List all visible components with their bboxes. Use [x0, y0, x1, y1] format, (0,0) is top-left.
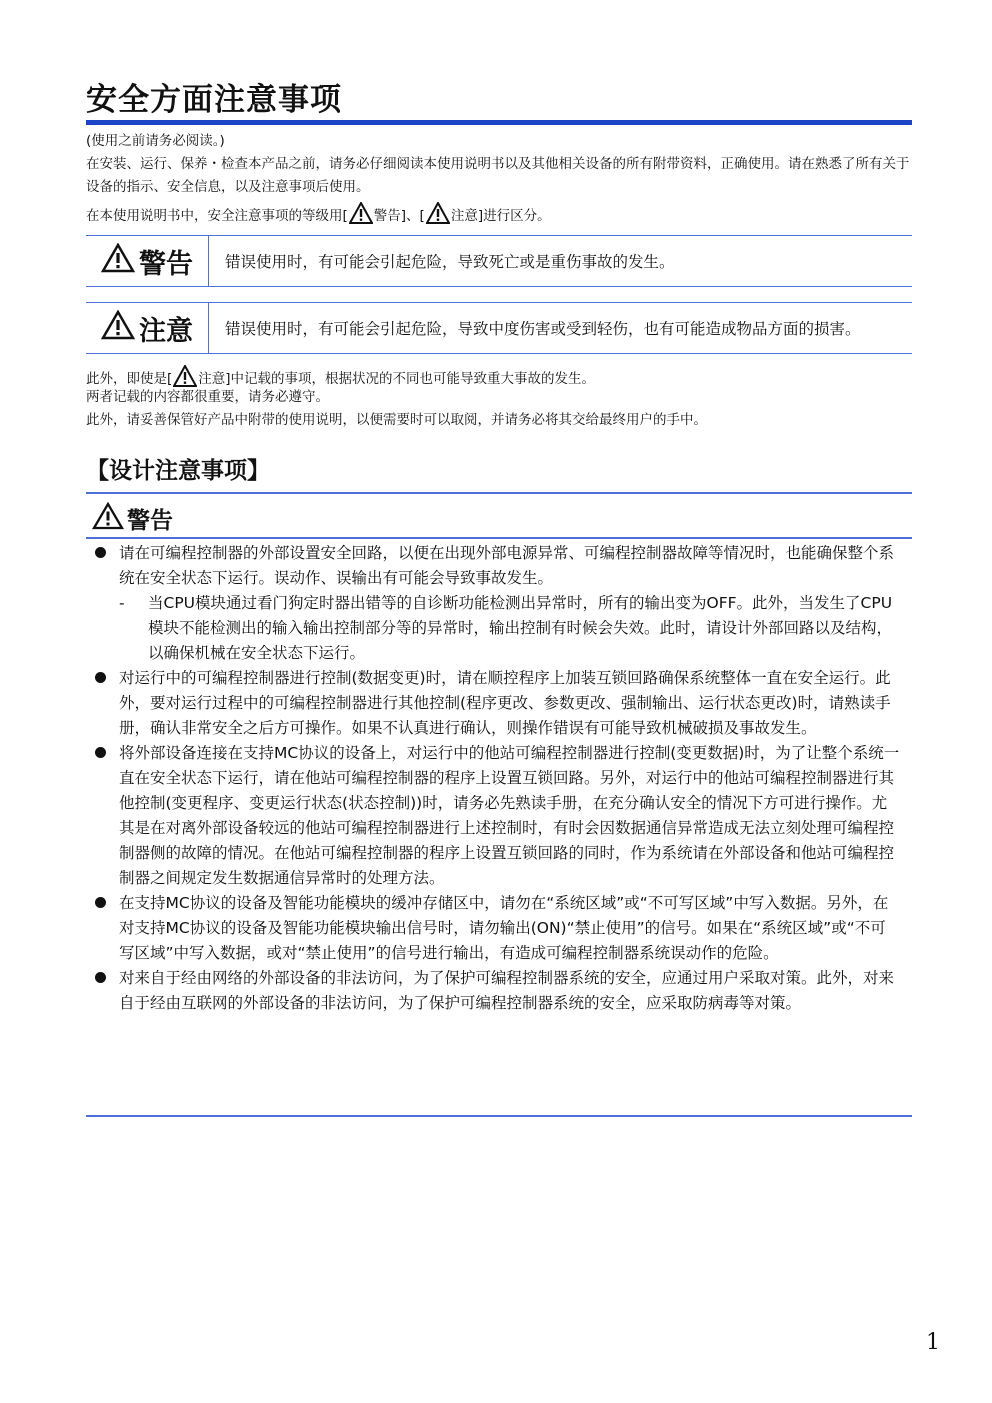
intro-line-3-warn: 警告]、[ — [373, 208, 425, 224]
list-item-text: 对来自于经由网络的外部设备的非法访问，为了保护可编程控制器系统的安全，应通过用户采取对策。此外，对来自于经由互联网的外部设备的非法访问，为了保护可编程控制器系统的安全，应采取防病毒等对策。 — [119, 969, 895, 1012]
bullet-icon — [95, 897, 106, 908]
design-warning-heading — [92, 502, 173, 539]
warning-triangle-icon — [349, 202, 373, 229]
note-line-1-pre: 此外，即使是[ — [86, 371, 173, 387]
bullet-icon — [95, 972, 106, 983]
caution-box-text: 错误使用时，有可能会引起危险，导致中度伤害或受到轻伤，也有可能造成物品方面的损害。 — [225, 320, 861, 338]
warning-triangle-icon — [92, 502, 124, 539]
bullet-icon — [95, 547, 106, 558]
section-rule-bottom — [86, 1115, 912, 1117]
caution-box-label: 注意 — [139, 315, 193, 347]
design-section-title: 【设计注意事项】 — [86, 458, 270, 484]
note-line-1-post: 注意]中记载的事项，根据状况的不同也可能导致重大事故的发生。 — [198, 371, 596, 387]
caution-triangle-icon — [426, 202, 450, 229]
warning-box-label: 警告 — [139, 248, 193, 280]
title-underline — [86, 120, 912, 125]
list-item-text: 在支持MC协议的设备及智能功能模块的缓冲存储区中，请勿在“系统区域”或“不可写区域”中写入数据。另外，在对支持MC协议的设备及智能功能模块输出信号时，请勿输出(ON)“禁止使用”的信号。如果在“系统区域”或“不可写区域”中写入数据，或对“禁止使用”的信号进行输出，有造成可编程控制器系统误动作的危险。 — [119, 894, 889, 962]
note-line-2: 两者记载的内容都很重要，请务必遵守。 — [86, 389, 329, 405]
section-rule-mid — [86, 537, 912, 539]
list-item-text: 将外部设备连接在支持MC协议的设备上，对运行中的他站可编程控制器进行控制(变更数据)时，为了让整个系统一直在安全状态下运行，请在他站可编程控制器的程序上设置互锁回路。另外，对运行中的他站可编程控制器进行其他控制(变更程序、变更运行状态(状态控制))时，请务必先熟读手册，在充分确认安全的情况下方可进行操作。尤其是在对离外部设备较远的他站可编程控制器进行上述控制时，有时会因数据通信异常造成无法立刻处理可编程控制器侧的故障的情况。在他站可编程控制器的程序上设置互锁回路的同时，作为系统请在外部设备和他站可编程控制器之间规定发生数据通信异常时的处理方法。 — [119, 744, 900, 887]
intro-line-3-caution: 注意]进行区分。 — [450, 208, 551, 224]
warning-box — [86, 235, 912, 287]
caution-box-head — [86, 303, 209, 353]
bullet-icon — [95, 747, 106, 758]
list-item-text: 请在可编程控制器的外部设置安全回路，以便在出现外部电源异常、可编程控制器故障等情况时，也能确保整个系统在安全状态下运行。误动作、误输出有可能会导致事故发生。 — [119, 544, 895, 587]
warning-box-text: 错误使用时，有可能会引起危险，导致死亡或是重伤事故的发生。 — [225, 253, 675, 271]
intro-line-3-pre: 在本使用说明书中，安全注意事项的等级用[ — [86, 208, 348, 224]
sub-list-item-text: 当CPU模块通过看门狗定时器出错等的自诊断功能检测出异常时，所有的输出变为OFF。此外，当发生了CPU模块不能检测出的输入输出控制部分等的异常时，输出控制有时候会失效。此时，请设计外部回路以及结构，以确保机械在安全状态下运行。 — [148, 594, 893, 662]
intro-line-3 — [86, 202, 551, 229]
list-item-text: 对运行中的可编程控制器进行控制(数据变更)时，请在顺控程序上加装互锁回路确保系统整体一直在安全运行。此外，要对运行过程中的可编程控制器进行其他控制(程序更改、参数更改、强制输出、运行状态更改)时，请熟读手册，确认非常安全之后方可操作。如果不认真进行确认，则操作错误有可能导致机械破损及事故发生。 — [119, 669, 891, 737]
note-line-3: 此外，请妥善保管好产品中附带的使用说明，以便需要时可以取阅，并请务必将其交给最终用户的手中。 — [86, 412, 707, 428]
design-warning-label: 警告 — [127, 507, 173, 534]
list-item — [86, 966, 912, 1016]
warning-triangle-icon — [101, 243, 135, 280]
intro-line-2: 在安装、运行、保养・检查本产品之前，请务必仔细阅读本使用说明书以及其他相关设备的所有附带资料，正确使用。请在熟悉了所有关于设备的指示、安全信息，以及注意事项后使用。 — [86, 156, 910, 195]
list-item — [86, 666, 912, 741]
list-item — [86, 741, 912, 891]
caution-triangle-icon — [101, 310, 135, 347]
dash-marker: - — [119, 594, 125, 612]
caution-box — [86, 302, 912, 354]
section-rule-top — [86, 492, 912, 494]
page-title: 安全方面注意事项 — [86, 82, 342, 118]
list-item — [86, 541, 912, 591]
intro-line-1: (使用之前请务必阅读。) — [86, 133, 225, 149]
warning-box-head — [86, 236, 209, 286]
sub-list-item — [86, 591, 912, 666]
bullet-icon — [95, 672, 106, 683]
design-warning-list — [86, 541, 912, 1016]
list-item — [86, 891, 912, 966]
page-number: 1 — [926, 1330, 940, 1355]
